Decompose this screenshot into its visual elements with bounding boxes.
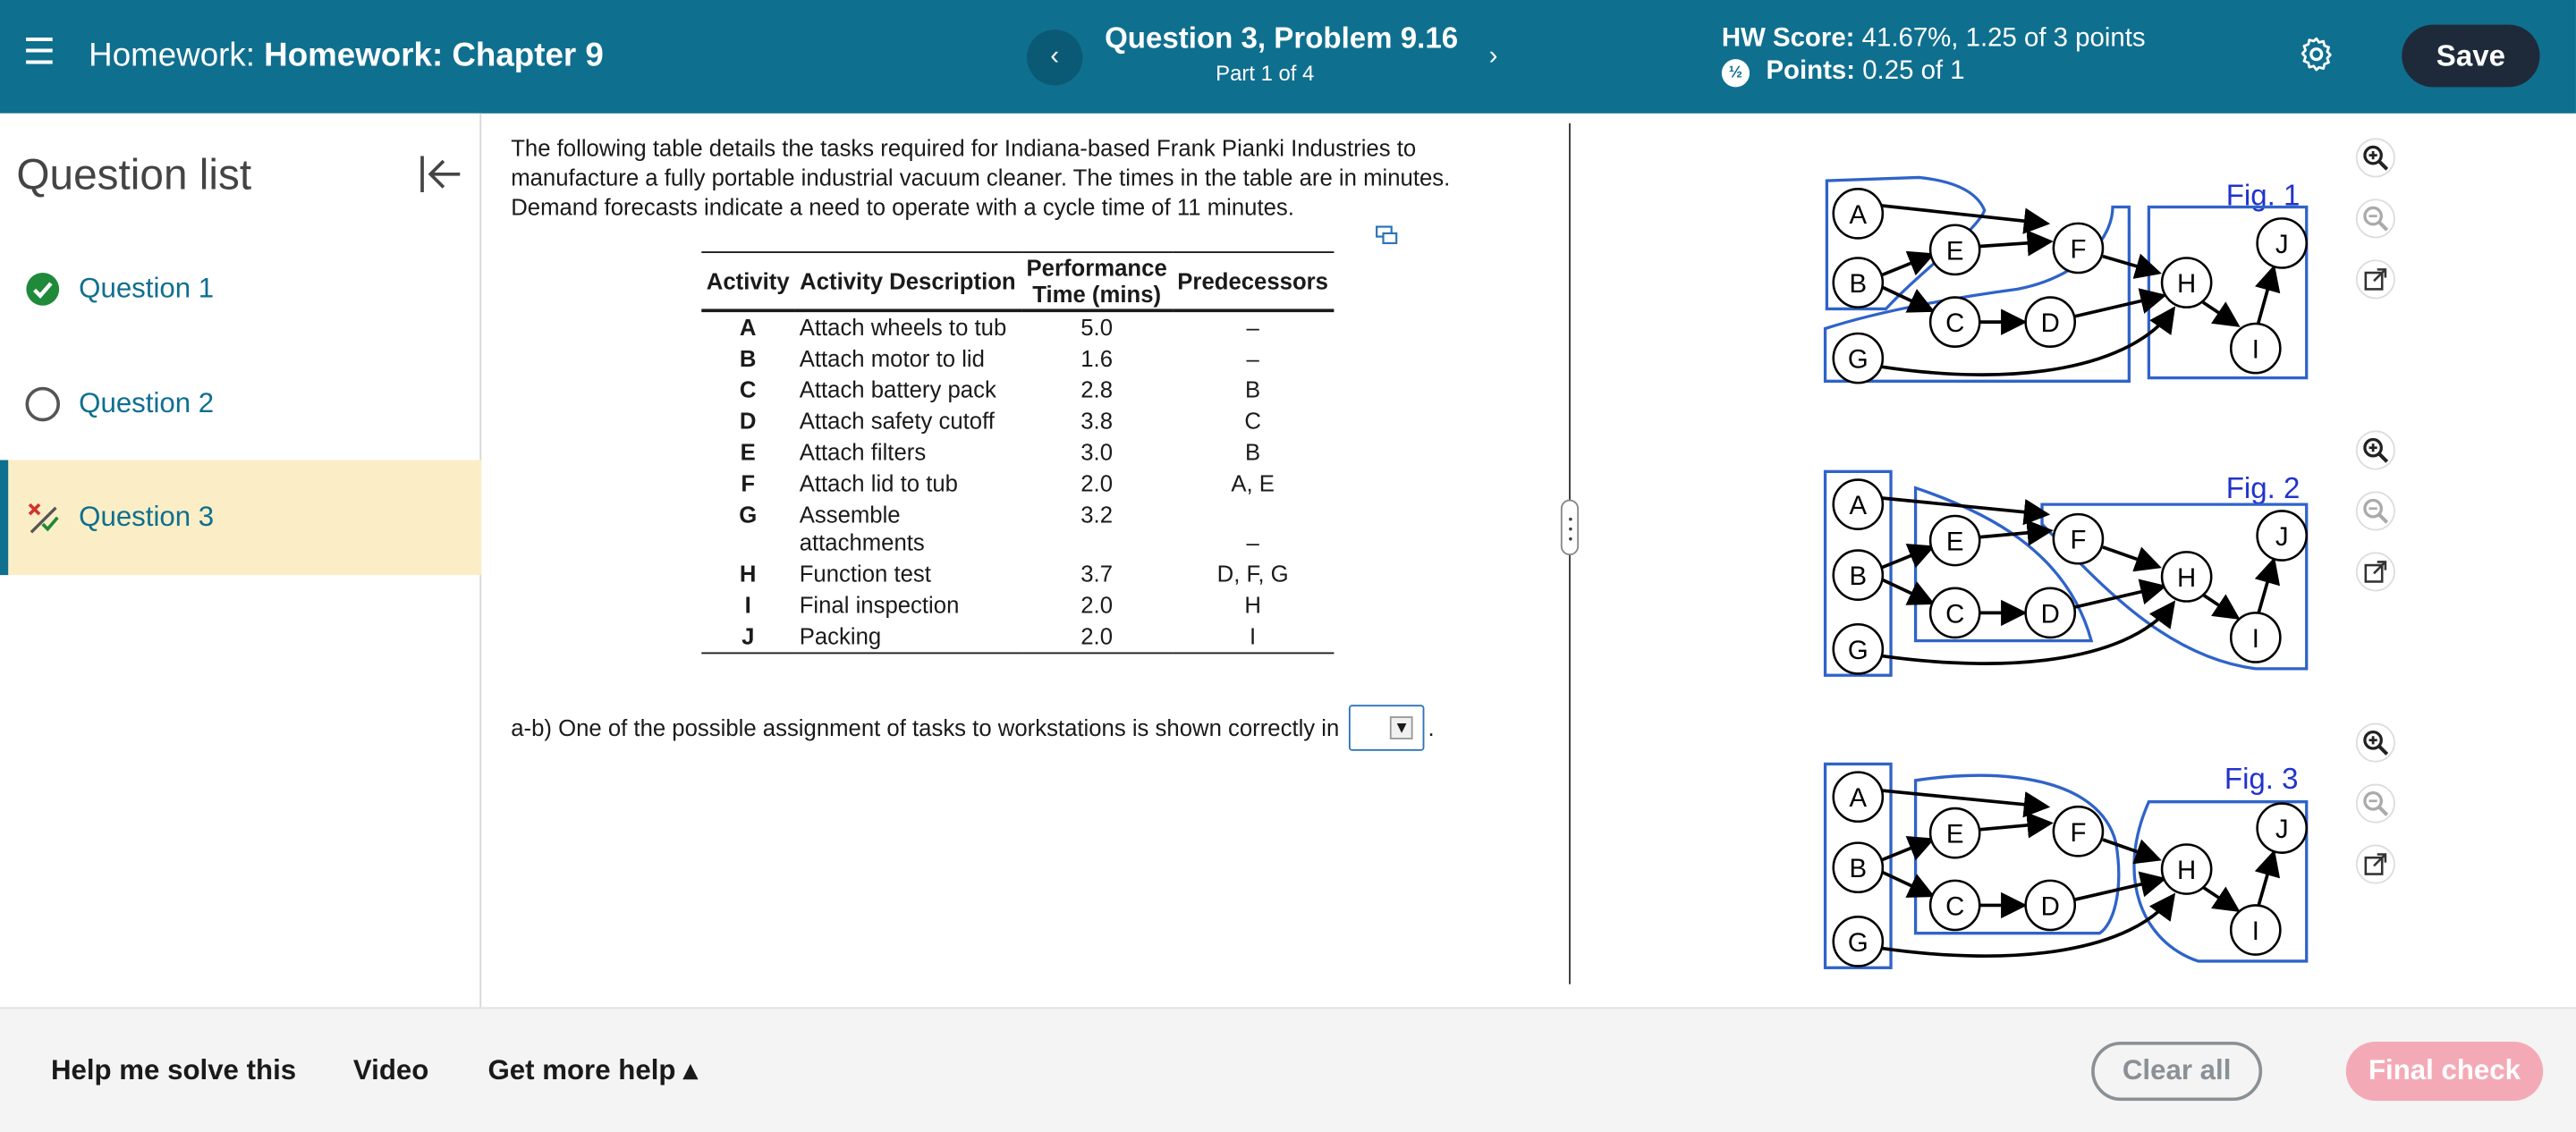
description-cell: Packing xyxy=(794,621,1021,654)
svg-text:E: E xyxy=(1945,819,1964,849)
column-header-activity: Activity xyxy=(701,252,794,310)
table-row xyxy=(701,559,1333,590)
column-header-description: Activity Description xyxy=(794,252,1021,310)
open-table-icon[interactable] xyxy=(1375,225,1398,245)
popout-icon[interactable] xyxy=(2356,259,2395,299)
time-cell: 3.2 xyxy=(1080,501,1114,528)
time-cell: 2.0 xyxy=(1080,591,1114,618)
points-label: Points: xyxy=(1766,57,1856,86)
zoom-in-icon[interactable] xyxy=(2356,138,2395,177)
svg-text:C: C xyxy=(1945,599,1965,629)
svg-text:A: A xyxy=(1849,199,1868,230)
description-cell: Assemble attachments xyxy=(799,501,925,556)
column-header-predecessors: Predecessors xyxy=(1173,252,1334,310)
activity-cell: D xyxy=(739,407,757,435)
homework-title xyxy=(89,38,604,75)
question-part: Part 1 of 4 xyxy=(1216,60,1315,86)
svg-text:A: A xyxy=(1849,783,1868,814)
table-row xyxy=(701,310,1333,343)
collapse-sidebar-icon[interactable] xyxy=(418,153,463,196)
zoom-in-icon[interactable] xyxy=(2356,430,2395,469)
gear-icon[interactable] xyxy=(2297,35,2336,74)
predecessor-cell: C xyxy=(1244,407,1261,435)
figure-label: Fig. 1 xyxy=(2225,179,2301,213)
question-list-title: Question list xyxy=(16,149,252,199)
time-cell: 5.0 xyxy=(1080,313,1114,341)
time-cell: 2.0 xyxy=(1080,469,1114,496)
homework-name: Homework: Chapter 9 xyxy=(264,38,604,74)
predecessor-cell: H xyxy=(1244,591,1261,618)
description-cell: Function test xyxy=(799,560,931,587)
dropdown-arrow-icon: ▼ xyxy=(1390,716,1413,739)
menu-icon[interactable]: ☰ xyxy=(22,30,55,72)
footer-bar xyxy=(0,1007,2576,1132)
figure-3 xyxy=(1820,744,2313,971)
final-check-button[interactable]: Final check xyxy=(2346,1042,2543,1101)
svg-text:I: I xyxy=(2251,623,2259,654)
next-question-button[interactable]: › xyxy=(1488,42,1498,72)
activity-cell: H xyxy=(739,560,757,587)
question-content xyxy=(481,114,1571,1008)
popout-icon[interactable] xyxy=(2356,552,2395,591)
svg-text:B: B xyxy=(1849,562,1868,592)
svg-text:F: F xyxy=(2070,525,2087,555)
figure-3-diagram xyxy=(1820,744,2313,971)
svg-text:J: J xyxy=(2275,229,2289,259)
activity-cell: I xyxy=(744,591,751,618)
predecessor-cell: A, E xyxy=(1231,469,1275,496)
time-cell: 3.7 xyxy=(1080,560,1114,587)
svg-text:D: D xyxy=(2040,308,2060,339)
help-me-solve-button[interactable]: Help me solve this xyxy=(50,1054,297,1086)
svg-text:G: G xyxy=(1847,344,1868,375)
sidebar-item-label: Question 1 xyxy=(79,273,215,304)
predecessor-cell: – xyxy=(1246,344,1259,372)
svg-text:A: A xyxy=(1849,491,1868,521)
time-cell: 2.8 xyxy=(1080,376,1114,403)
svg-text:G: G xyxy=(1847,927,1868,958)
table-row xyxy=(701,406,1333,437)
predecessor-cell: – xyxy=(1246,313,1259,341)
zoom-out-icon[interactable] xyxy=(2356,199,2395,238)
clear-all-button[interactable]: Clear all xyxy=(2091,1042,2262,1101)
partial-credit-icon xyxy=(25,500,61,536)
get-more-help-button[interactable]: Get more help ▴ xyxy=(487,1054,698,1086)
svg-text:B: B xyxy=(1849,269,1868,300)
check-circle-icon xyxy=(25,271,61,307)
table-row xyxy=(701,375,1333,406)
hw-score-value: 41.67%, 1.25 of 3 points xyxy=(1861,24,2146,53)
task-table xyxy=(701,251,1333,654)
partial-credit-icon: ½ xyxy=(1722,58,1750,86)
table-row xyxy=(701,621,1333,654)
description-cell: Attach motor to lid xyxy=(799,344,985,372)
description-cell: Attach wheels to tub xyxy=(799,313,1007,341)
svg-text:G: G xyxy=(1847,635,1868,665)
resize-handle[interactable] xyxy=(1561,500,1579,555)
svg-text:F: F xyxy=(2070,234,2087,265)
video-button[interactable]: Video xyxy=(352,1054,429,1086)
svg-text:E: E xyxy=(1945,527,1964,557)
svg-text:H: H xyxy=(2177,562,2197,593)
zoom-out-icon[interactable] xyxy=(2356,783,2395,823)
sidebar-item-label: Question 2 xyxy=(79,387,215,419)
popout-icon[interactable] xyxy=(2356,844,2395,883)
figure-label: Fig. 3 xyxy=(2224,762,2299,797)
homework-prefix: Homework: xyxy=(89,38,255,74)
points-value: 0.25 of 1 xyxy=(1862,57,1965,86)
table-row xyxy=(701,590,1333,621)
svg-text:I: I xyxy=(2251,334,2259,365)
empty-circle-icon xyxy=(25,386,61,422)
svg-text:D: D xyxy=(2040,599,2060,629)
figure-select-dropdown[interactable] xyxy=(1349,705,1424,750)
figure-1-diagram xyxy=(1820,157,2313,384)
sidebar-item-label: Question 3 xyxy=(79,501,215,533)
figure-2-tools xyxy=(2356,430,2399,612)
zoom-out-icon[interactable] xyxy=(2356,491,2395,530)
hw-score xyxy=(1722,25,2146,55)
sidebar-item-question-3[interactable] xyxy=(0,460,481,576)
save-button[interactable]: Save xyxy=(2402,25,2539,88)
question-list-sidebar xyxy=(0,114,481,1008)
figure-3-tools xyxy=(2356,723,2399,906)
activity-cell: F xyxy=(741,469,756,496)
predecessor-cell: B xyxy=(1245,376,1261,403)
table-row xyxy=(701,437,1333,469)
question-title: Question 3, Problem 9.16 xyxy=(1105,21,1459,55)
svg-text:C: C xyxy=(1945,308,1965,339)
predecessor-cell: I xyxy=(1173,621,1334,654)
column-header-time: Performance Time (mins) xyxy=(1021,252,1173,310)
svg-text:C: C xyxy=(1945,891,1965,922)
time-cell: 1.6 xyxy=(1080,344,1114,372)
predecessor-cell: – xyxy=(1246,528,1259,556)
activity-cell: A xyxy=(739,313,757,341)
svg-text:B: B xyxy=(1849,854,1868,884)
svg-text:I: I xyxy=(2251,917,2259,947)
activity-cell: C xyxy=(739,376,757,403)
previous-question-button[interactable]: ‹ xyxy=(1027,30,1082,85)
predecessor-cell: D, F, G xyxy=(1216,560,1289,587)
question-prompt xyxy=(511,705,1434,750)
description-cell: Attach battery pack xyxy=(799,376,996,403)
figure-1-tools xyxy=(2356,138,2399,320)
description-cell: Attach filters xyxy=(799,438,927,466)
time-cell: 3.8 xyxy=(1080,407,1114,435)
description-cell: Final inspection xyxy=(799,591,960,618)
figure-2 xyxy=(1820,452,2313,679)
figure-label: Fig. 2 xyxy=(2225,471,2301,505)
points xyxy=(1722,57,1965,87)
activity-cell: J xyxy=(701,621,794,654)
table-row xyxy=(701,469,1333,500)
description-cell: Attach lid to tub xyxy=(799,469,958,496)
top-bar xyxy=(0,0,2576,114)
activity-cell: G xyxy=(739,501,758,528)
sidebar-item-question-1[interactable] xyxy=(0,232,481,347)
svg-text:D: D xyxy=(2040,891,2060,922)
description-cell: Attach safety cutoff xyxy=(799,407,995,435)
figure-1 xyxy=(1820,157,2313,384)
activity-cell: E xyxy=(740,438,756,466)
time-cell: 3.0 xyxy=(1080,438,1114,466)
sidebar-item-question-2[interactable] xyxy=(0,347,481,462)
figure-2-diagram xyxy=(1820,452,2313,679)
hw-score-label: HW Score: xyxy=(1721,24,1855,53)
period: . xyxy=(1428,714,1435,741)
svg-text:E: E xyxy=(1945,236,1964,266)
problem-intro: The following table details the tasks required for Indiana-based Frank Pianki Industries to manufacture a fully portable industrial vacuum cleaner. The times in the table are in minutes. Demand forecasts indicate a need to operate with a cycle time of 11 minutes. xyxy=(511,134,1451,221)
table-row xyxy=(701,343,1333,375)
svg-text:F: F xyxy=(2070,817,2087,848)
table-row xyxy=(701,500,1333,559)
svg-text:J: J xyxy=(2275,815,2289,845)
svg-text:H: H xyxy=(2177,269,2197,300)
svg-text:J: J xyxy=(2275,522,2289,553)
predecessor-cell: B xyxy=(1245,438,1261,466)
question-text: a-b) One of the possible assignment of tasks to workstations is shown correctly in xyxy=(511,714,1340,741)
table-header-row xyxy=(701,252,1333,310)
activity-cell: B xyxy=(739,344,757,372)
time-cell: 2.0 xyxy=(1021,621,1173,654)
zoom-in-icon[interactable] xyxy=(2356,723,2395,763)
svg-text:H: H xyxy=(2177,856,2197,886)
